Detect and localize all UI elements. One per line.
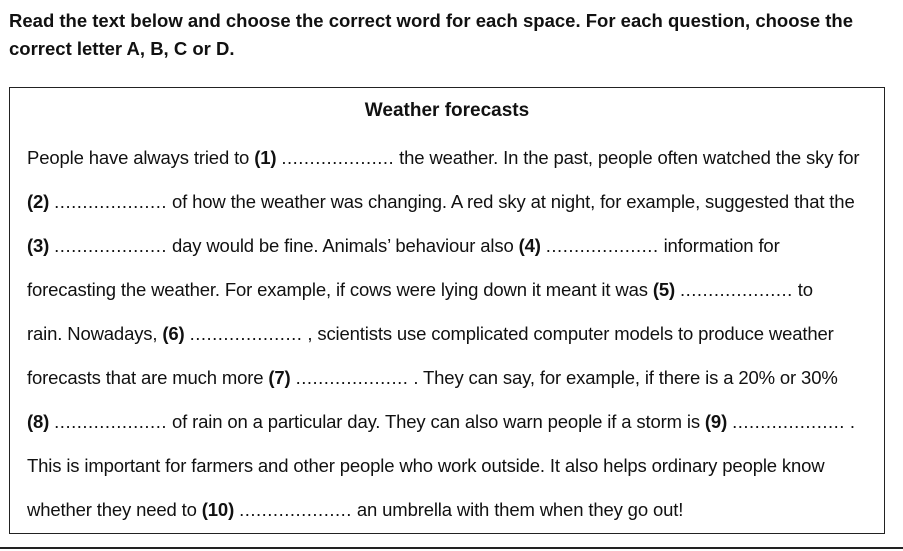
text-segment: day would be fine. Animals’ behaviour also bbox=[166, 235, 519, 256]
text-segment: This is important for farmers and other people who work outside. It also helps ordinary people know bbox=[27, 455, 825, 476]
instructions: Read the text below and choose the correct word for each space. For each question, choose the correct letter A, B, C or D. bbox=[9, 10, 853, 59]
text-segment: . bbox=[844, 411, 855, 432]
question-number-3: (3) bbox=[27, 235, 50, 256]
text-segment: of how the weather was changing. A red sky at night, for example, suggested that the bbox=[166, 191, 855, 212]
passage-line-2 bbox=[27, 180, 877, 224]
passage-line-3 bbox=[27, 224, 877, 268]
text-segment: , scientists use complicated computer models to produce weather bbox=[302, 323, 834, 344]
question-number-2: (2) bbox=[27, 191, 50, 212]
text-segment: rain. Nowadays, bbox=[27, 323, 163, 344]
question-number-5: (5) bbox=[652, 279, 675, 300]
passage-line-4 bbox=[27, 268, 877, 312]
question-number-10: (10) bbox=[201, 499, 235, 520]
text-segment: of rain on a particular day. They can also warn people if a storm is bbox=[166, 411, 705, 432]
question-number-4: (4) bbox=[518, 235, 541, 256]
answer-gap-7: .................... bbox=[295, 367, 409, 388]
question-number-8: (8) bbox=[27, 411, 50, 432]
answer-gap-8: .................... bbox=[54, 411, 167, 432]
answer-gap-2: .................... bbox=[54, 191, 167, 212]
passage-line-7 bbox=[27, 400, 877, 444]
text-segment: to bbox=[792, 279, 813, 300]
text-segment: forecasts that are much more bbox=[27, 367, 269, 388]
passage-box bbox=[9, 87, 885, 534]
text-segment: . They can say, for example, if there is a 20% or 30% bbox=[408, 367, 838, 388]
passage-line-6 bbox=[27, 356, 877, 400]
passage-line-1 bbox=[27, 136, 877, 180]
text-segment: whether they need to bbox=[27, 499, 202, 520]
bottom-divider bbox=[0, 547, 903, 549]
answer-gap-6: .................... bbox=[189, 323, 303, 344]
answer-gap-3: .................... bbox=[54, 235, 167, 256]
text-segment: information for bbox=[658, 235, 780, 256]
question-number-1: (1) bbox=[254, 147, 277, 168]
text-segment: People have always tried to bbox=[27, 147, 255, 168]
passage-line-8 bbox=[27, 444, 877, 488]
text-segment: forecasting the weather. For example, if cows were lying down it meant it was bbox=[27, 279, 653, 300]
answer-gap-9: .................... bbox=[732, 411, 845, 432]
text-segment: the weather. In the past, people often watched the sky for bbox=[394, 147, 860, 168]
answer-gap-4: .................... bbox=[545, 235, 659, 256]
passage-title: Weather forecasts bbox=[364, 100, 530, 121]
text-segment: an umbrella with them when they go out! bbox=[351, 499, 684, 520]
question-number-7: (7) bbox=[268, 367, 291, 388]
question-number-9: (9) bbox=[704, 411, 728, 432]
passage-line-9 bbox=[27, 488, 877, 532]
answer-gap-5: .................... bbox=[679, 279, 793, 300]
question-number-6: (6) bbox=[162, 323, 185, 344]
passage-line-5 bbox=[27, 312, 877, 356]
answer-gap-10: .................... bbox=[239, 499, 352, 520]
answer-gap-1: .................... bbox=[281, 147, 395, 168]
passage-text bbox=[27, 136, 877, 532]
